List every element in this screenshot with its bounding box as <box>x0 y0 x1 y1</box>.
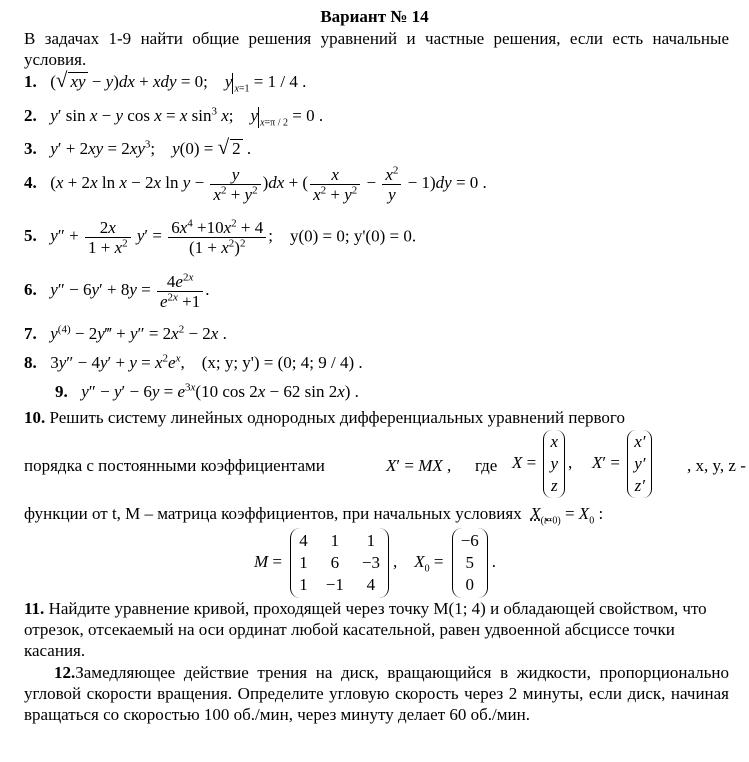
problem-5-equation: y″ + $\frac{2x}{1 + x^2}$ y′ = $\frac{6x^4 +10x^2 + 4}{(1 + x^2)^2}$ ; <box>50 217 290 257</box>
vector-x0 <box>452 528 488 598</box>
problem-4-equation: (x + 2x ln x − 2x ln y − $\frac{y}{x^2 + y^2}$ )dx + ( $\frac{x}{x^2 + y^2}$ − $\frac{x^2}{y}$ − 1)dy = 0 . <box>50 164 487 204</box>
task-10-initial-condition: $X_{(t=0)} = X_0$ : <box>530 504 604 527</box>
problem-5-conditions: y(0) = 0; y'(0) = 0. <box>289 226 417 246</box>
problem-8-equation: $3y'' - 4y' + y = x^2e^x$, <box>50 352 202 372</box>
instructions: В задачах 1-9 найти общие решения уравнений и частные решения, если есть начальные условия. <box>24 29 729 69</box>
problem-1 <box>24 70 306 94</box>
problem-9-equation: $y'' - y' - 6y = e^{3x}(10$ cos 2x − 62 sin 2x) . <box>81 381 359 401</box>
matrix-cell: 6 <box>330 553 340 572</box>
problem-6-number: 6. <box>24 280 37 300</box>
matrix-cell: −3 <box>361 553 380 572</box>
problem-7 <box>24 323 227 344</box>
matrix-cell: 1 <box>299 575 308 594</box>
problem-2 <box>24 105 323 128</box>
problem-8-conditions: (x; y; y') = (0; 4; 9 / 4) . <box>201 353 363 372</box>
x0-cell: −6 <box>460 531 479 550</box>
task-12 <box>24 662 729 725</box>
task-10-text-2: порядка с постоянными коэффициентами <box>24 456 325 475</box>
task-11-text: Найдите уравнение кривой, проходящей через точку М(1; 4) и обладающей свойством, что отрезок, отсекаемый на оси ординат любой касательной, равен удвоенной абсциссе точки касания. <box>24 599 707 660</box>
problem-5 <box>24 218 416 257</box>
problem-3-equation: $y' + 2xy = 2xy^3$; y(0) = √ 2 . <box>50 135 252 159</box>
matrix-cell: 1 <box>366 531 376 550</box>
problem-5-number: 5. <box>24 226 37 246</box>
problem-4 <box>24 165 487 204</box>
task-11 <box>24 598 729 661</box>
task-10-text-3: функции от t, M – матрица коэффициентов, при начальных условиях <box>24 504 522 523</box>
task-10-tail: , x, y, z - <box>687 456 746 475</box>
problem-9-number: 9. <box>55 382 68 401</box>
task-10-line-1 <box>24 407 729 428</box>
vector-x: X = x y z , <box>512 430 572 498</box>
task-12-number: 12. <box>54 663 76 682</box>
matrix-cell: −1 <box>325 575 344 594</box>
problem-3 <box>24 137 251 159</box>
problem-9 <box>55 381 359 402</box>
task-11-number: 11. <box>24 599 45 618</box>
problem-4-number: 4. <box>24 173 37 193</box>
problem-1-condition-value: = 1 / 4 . <box>253 72 307 91</box>
problem-3-number: 3. <box>24 139 37 158</box>
problem-6 <box>24 272 210 311</box>
matrix-cell: 4 <box>366 575 376 594</box>
matrix-cell: 4 <box>299 531 308 550</box>
problem-8-number: 8. <box>24 353 37 372</box>
x0-cell: 0 <box>465 575 474 594</box>
problem-2-equation: y′ sin x − y cos x = x $\sin^3 x$; y $_{x=\pi / 2}$ <box>50 105 288 129</box>
task-10-where: где <box>475 456 498 475</box>
problem-1-number: 1. <box>24 72 37 91</box>
problem-2-condition-value: = 0 . <box>292 106 324 125</box>
problem-7-equation: $y^{(4)}$ − 2y‴ + $y'' = 2x^2 - 2x$ . <box>50 323 227 343</box>
task-10-text-1: Решить систему линейных однородных дифференциальных уравнений первого <box>49 408 625 427</box>
problem-7-number: 7. <box>24 324 37 343</box>
task-12-text: Замедляющее действие трения на диск, вращающийся в жидкости, пропорционально угловой скорости вращения. Определите угловую скорость через 2 минуты, если диск, начиная вращаться со скоростью 100 об./мин, через минуту делает 60 об./мин. <box>24 663 729 724</box>
problem-1-equation: (√ xy − y)dx + xdy = 0; y $_{x=1}$ <box>50 68 250 95</box>
matrix-m <box>290 528 389 598</box>
vector-x-prime: X′ = x′ y′ z′ <box>592 430 655 498</box>
x0-cell: 5 <box>465 553 474 572</box>
variant-title: Вариант № 14 <box>320 7 429 26</box>
task-10-system: X′ = MX , <box>386 456 452 475</box>
matrix-cell: 1 <box>299 553 308 572</box>
matrix-cell: 1 <box>330 531 340 550</box>
problem-2-number: 2. <box>24 106 37 125</box>
matrix-block: M = 4 1 1 1 6 −3 1 −1 4 , $X_0$ = −6 5 0 . <box>254 528 496 598</box>
task-10-line-3 <box>24 503 604 527</box>
problem-8 <box>24 352 363 373</box>
task-10-number: 10. <box>24 408 46 427</box>
problem-6-equation: y″ − 6y′ + 8y = $\frac{4e^{2x}}{e^{2x} +1}$ . <box>50 271 210 311</box>
